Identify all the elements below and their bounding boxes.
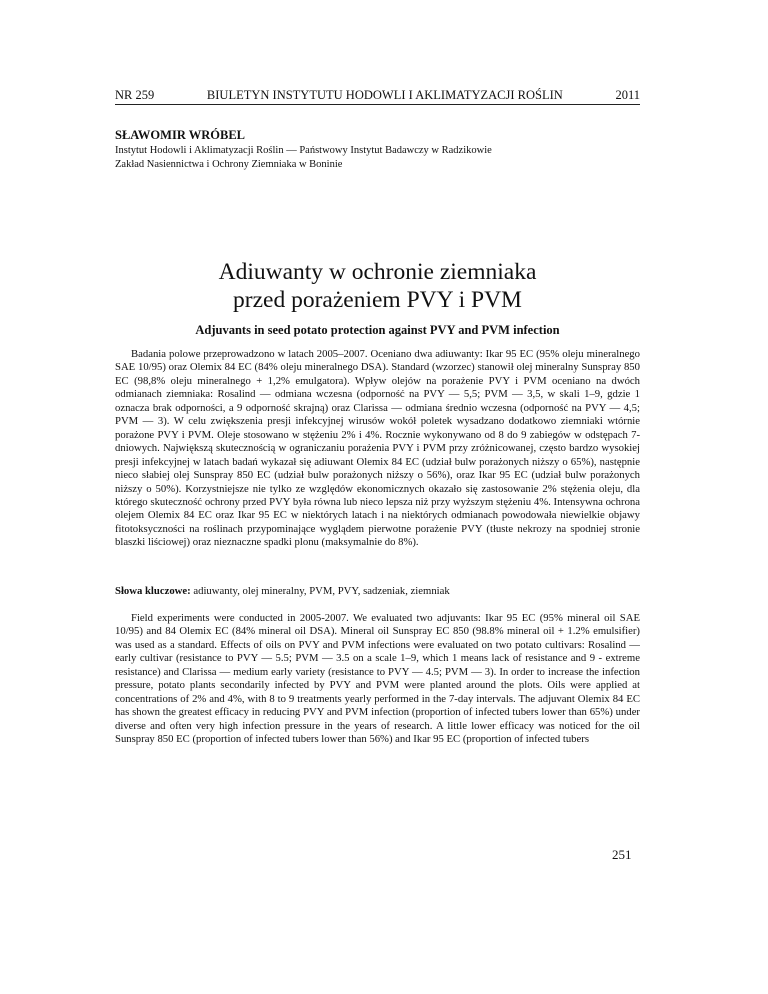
abstract-english: Field experiments were conducted in 2005-2007. We evaluated two adjuvants: Ikar 95 EC (95% mineral oil SAE 10/95) and 84 Olemix EC (84% mineral oil DSA). Mineral oil Sunspray EC 850 (98.8% mineral oil + 1.2% emulsifier) was used as a standard. Effects of oils on PVY and PVM infections were evaluated on two potato cultivars: Rosalind — early cultivar (resistance to PVY — 5.5; PVM — 3.5 on a scale 1–9, which 1 means lack of resistance and 9 - extreme resistance) and Clarissa — medium early variety (resistance to PVY — 4.5; PVM — 3). In order to increase the infection pressure, potato plants secondarily infected by PVY and PVM were planted around the plots. Oils were applied at concentrations of 2% and 4%, with 8 to 9 treatments yearly performed in the 7-day intervals. The adjuvant Olemix 84 EC has shown the greatest efficacy in reducing PVY and PVM infection (proportion of infected tubers lower than 65%) under diverse and often very high infection pressure in the years of research. A little lower efficacy was noticed for the oil Sunspray 850 EC (proportion of infected tubers lower than 56%) and Ikar 95 EC (proportion of infected tubers: [115, 612, 640, 746]
title-line-2: przed porażeniem PVY i PVM: [233, 287, 522, 313]
affiliation-line-1: Instytut Hodowli i Aklimatyzacji Roślin — Państwowy Instytut Badawczy w Radzikowie: [115, 145, 492, 156]
journal-year: 2011: [615, 88, 640, 102]
journal-name: BIULETYN INSTYTUTU HODOWLI I AKLIMATYZACJI ROŚLIN: [206, 88, 563, 102]
title-line-1: Adiuwanty w ochronie ziemniaka: [218, 259, 537, 285]
affiliation-line-2: Zakład Nasiennictwa i Ochrony Ziemniaka w Boninie: [115, 158, 343, 170]
running-header: [115, 88, 640, 103]
author-affiliation: [115, 144, 675, 171]
paper-title: [115, 258, 640, 314]
keywords-text: adiuwanty, olej mineralny, PVM, PVY, sadzeniak, ziemniak: [190, 585, 450, 597]
header-rule: [115, 104, 640, 105]
keywords-label: Słowa kluczowe:: [115, 585, 191, 597]
journal-number: NR 259: [115, 88, 155, 102]
keywords: [115, 585, 640, 598]
english-title: Adjuvants in seed potato protection against PVY and PVM infection: [195, 323, 560, 337]
abstract-polish: Badania polowe przeprowadzono w latach 2005–2007. Oceniano dwa adiuwanty: Ikar 95 EC (95% oleju mineralnego SAE 10/95) oraz Olemix 84 EC (84% oleju mineralnego DSA). Standard (wzorzec) stanowił olej mineralny Sunspray 850 EC (98,8% oleju mineralnego + 1,2% emulgatora). Wpływ olejów na porażenie PVY i PVM oceniano na dwóch odmianach ziemniaka: Rosalind — odmiana wczesna (odporność na PVY — 5,5; PVM — 3,5, w skali 1–9, gdzie 1 oznacza brak odporności, a 9 odporność skrajną) oraz Clarissa — odmiana średnio wczesna (odporność na PVY — 4,5; PVM — 3). W celu zwiększenia presji infekcyjnej wirusów wokół poletek wysadzano dodatkowo ziemniaki wtórnie porażone PVY i PVM. Oleje stosowano w stężeniu 2% i 4%. Rocznie wykonywano od 8 do 9 zabiegów w odstępach 7-dniowych. Największą skutecznością w ograniczaniu porażenia PVY i PVM przy zróżnicowanej, często bardzo wysokiej presji infekcyjnej w latach badań wykazał się adiuwant Olemix 84 EC (udział bulw porażonych niższy o 65%), następnie nieco słabiej olej Sunspray 850 EC (udział bulw porażonych niższy o 56%), oraz Ikar 95 EC (udział bulw porażonych niższy o 50%). Korzystniejsze nie tylko ze względów ekonomicznych okazało się zastosowanie 2% stężenia oleju, dla którego skuteczność ochrony przed PVY była równa lub nieco lepsza niż przy wyższym stężeniu 4%. Intensywna ochrona olejem Olemix 84 EC oraz Ikar 95 EC w niektórych latach i na niektórych odmianach powodowała niewielkie objawy fitotoksyczności na roślinach przypominające wyglądem pierwotne porażenie PVY (tłuste nekrozy na spodniej stronie blaszki liściowej) oraz nieznaczne spadki plonu (maksymalnie do 8%).: [115, 348, 640, 549]
author-name: SŁAWOMIR WRÓBEL: [115, 128, 246, 142]
page-number: 251: [612, 847, 632, 862]
